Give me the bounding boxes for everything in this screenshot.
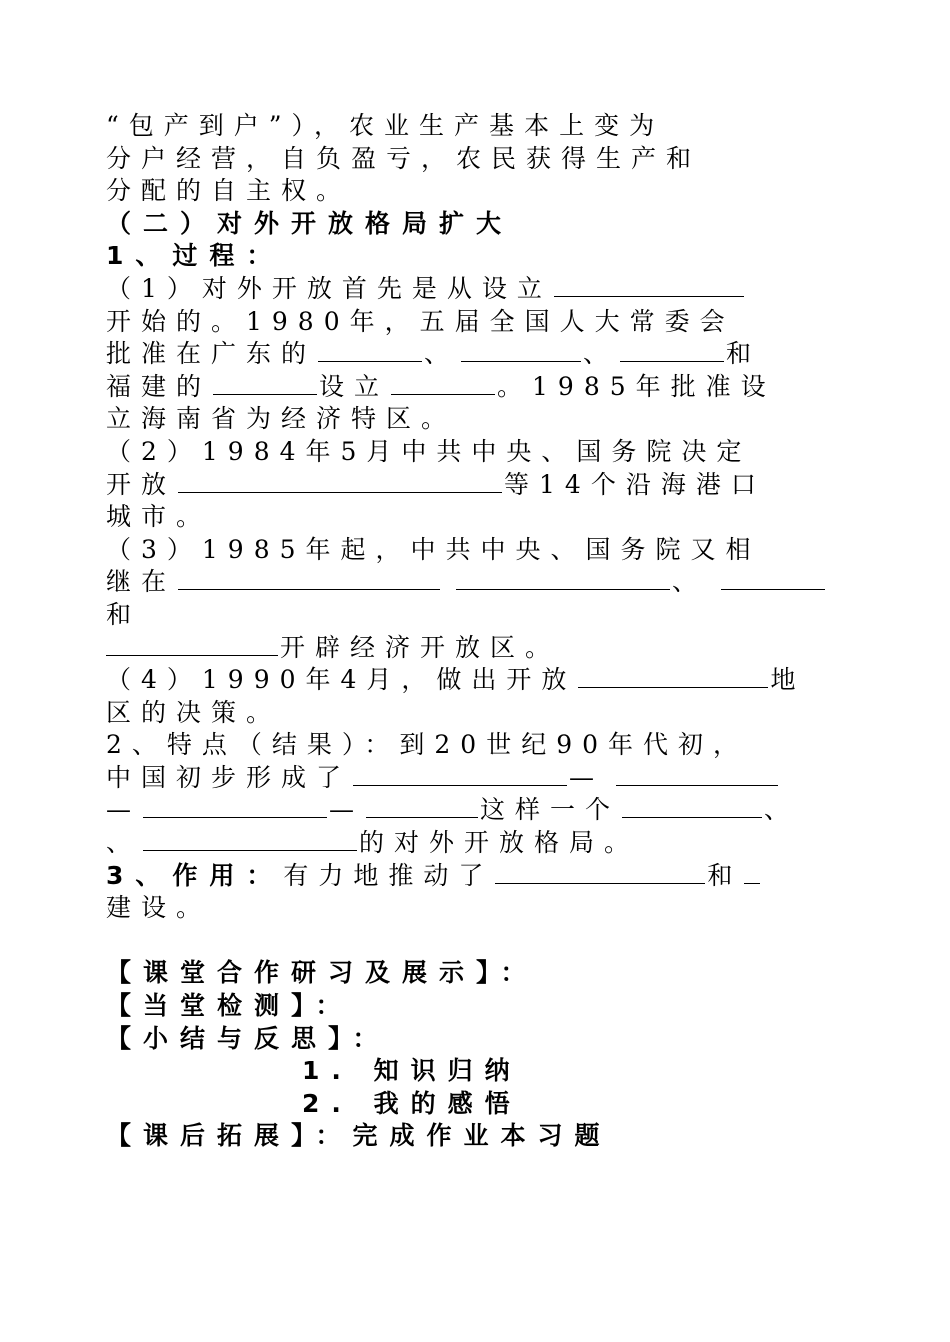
effect-label: 3、作用：	[106, 860, 284, 890]
text-line	[106, 273, 846, 306]
text: 这样一个	[480, 795, 621, 825]
text-line	[106, 860, 846, 893]
spacer	[106, 925, 846, 958]
text-line: 建设。	[106, 893, 212, 923]
text-line: “包产到户”），农业生产基本上变为	[106, 111, 665, 140]
fill-blank[interactable]	[721, 567, 825, 590]
summary-item: 2. 我的感悟	[302, 1088, 522, 1118]
text: 和	[707, 860, 743, 890]
fill-blank[interactable]	[391, 372, 495, 395]
text: （1）对外开放首先是从设立	[106, 273, 552, 303]
fill-blank[interactable]	[456, 567, 670, 590]
fill-blank[interactable]	[578, 665, 768, 688]
text: 继在	[106, 567, 177, 597]
text-line: 分配的自主权。	[106, 176, 352, 206]
text: （4）1990年4月，做出开放	[106, 665, 577, 695]
text: —	[569, 762, 605, 792]
text-line: 和	[106, 599, 142, 629]
text: 。1985年批准设	[497, 371, 776, 401]
text-line: 分户经营，自负盈亏，农民获得生产和	[106, 143, 702, 173]
fill-blank[interactable]	[616, 763, 778, 786]
text: —	[329, 795, 364, 825]
section-heading: 【当堂检测】：	[106, 991, 353, 1021]
text-line	[106, 664, 846, 697]
text-line: 立海南省为经济特区。	[106, 404, 457, 434]
fill-blank[interactable]	[143, 795, 327, 818]
text: 福建的	[106, 371, 212, 401]
section-heading: 【小结与反思】：	[106, 1023, 390, 1053]
fill-blank[interactable]	[366, 795, 478, 818]
text-line	[106, 632, 846, 665]
text-line	[106, 827, 846, 860]
text-line: 开始的。1980年，五届全国人大常委会	[106, 306, 735, 336]
text-line: 区的决策。	[106, 697, 282, 727]
fill-blank[interactable]	[143, 828, 357, 851]
section-heading: 【课堂合作研习及展示】：	[106, 958, 538, 988]
fill-blank[interactable]	[178, 567, 440, 590]
fill-blank[interactable]	[620, 339, 724, 362]
text-line	[106, 469, 846, 502]
fill-blank[interactable]	[554, 274, 744, 297]
text: 开辟经济开放区。	[280, 632, 561, 662]
fill-blank[interactable]	[495, 861, 705, 884]
text: 等14个沿海港口	[504, 469, 766, 499]
text: 设立	[319, 371, 390, 401]
text-line	[106, 338, 846, 371]
text: 批准在广东的	[106, 339, 317, 369]
text-line: 城市。	[106, 502, 212, 532]
fill-blank[interactable]	[106, 633, 278, 656]
fill-blank[interactable]	[353, 763, 567, 786]
section-heading: （二）对外开放格局扩大	[106, 208, 514, 238]
summary-item: 1. 知识归纳	[302, 1056, 522, 1086]
text: 的对外开放格局。	[359, 828, 640, 858]
process-heading: 1、过程：	[106, 241, 284, 271]
text: 和	[726, 339, 762, 369]
text-line: （3）1985年起，中共中央、国务院又相	[106, 534, 761, 564]
text-line	[106, 371, 846, 404]
fill-blank[interactable]	[744, 861, 760, 884]
text: 开放	[106, 469, 177, 499]
text: 中国初步形成了	[106, 762, 352, 792]
text-line: 2、特点（结果）：到20世纪90年代初，	[106, 730, 749, 760]
text: 、	[672, 567, 708, 597]
text: 、	[764, 795, 800, 825]
text-line	[106, 566, 846, 599]
text-line: （2）1984年5月中共中央、国务院决定	[106, 436, 752, 466]
section-heading: 【课后拓展】：完成作业本习题	[106, 1121, 612, 1151]
fill-blank[interactable]	[461, 339, 581, 362]
text-line	[106, 762, 846, 795]
text: 有力地推动了	[283, 860, 494, 890]
text-line	[106, 794, 846, 827]
text: —	[106, 795, 141, 825]
document-page	[106, 110, 846, 1153]
fill-blank[interactable]	[318, 339, 422, 362]
fill-blank[interactable]	[213, 372, 317, 395]
text: 、	[583, 339, 619, 369]
fill-blank[interactable]	[178, 470, 502, 493]
fill-blank[interactable]	[622, 795, 762, 818]
text: 、	[424, 339, 460, 369]
text: 、	[106, 828, 142, 858]
text: 地	[770, 665, 806, 695]
